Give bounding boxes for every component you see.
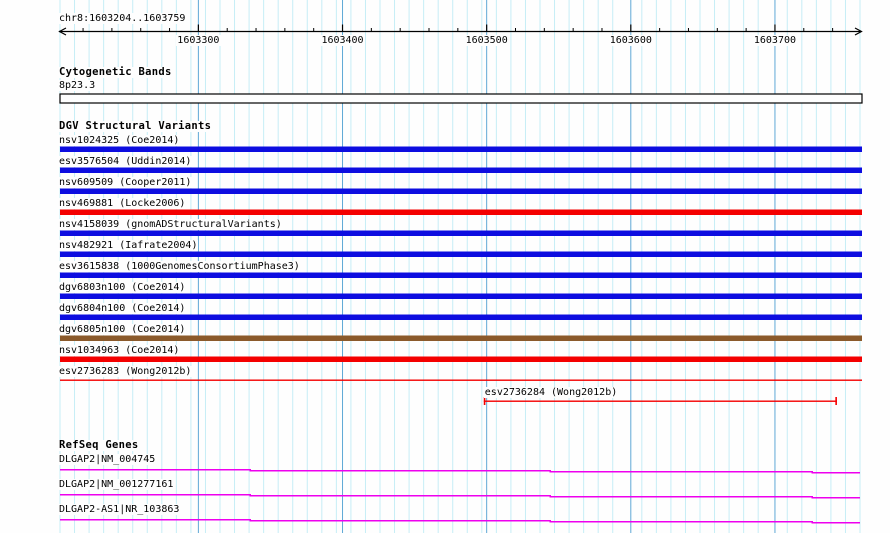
variant-bar[interactable] [60, 231, 862, 237]
variant-label[interactable]: nsv1034963 (Coe2014) [59, 345, 180, 356]
ruler-tick-label: 1603600 [609, 35, 652, 46]
variant-bar[interactable] [60, 294, 862, 300]
variant-span-left-cap [484, 397, 486, 405]
variant-bar[interactable] [60, 315, 862, 321]
gene-intron-line[interactable] [60, 470, 860, 473]
gene-label[interactable]: DLGAP2-AS1|NR_103863 [59, 504, 180, 515]
ruler-tick-label: 1603300 [177, 35, 220, 46]
variant-bar[interactable] [60, 336, 862, 342]
variant-label[interactable]: esv3576504 (Uddin2014) [59, 156, 192, 167]
variant-bar[interactable] [60, 210, 862, 216]
gene-intron-line[interactable] [60, 520, 860, 523]
gene-label[interactable]: DLGAP2|NM_004745 [59, 454, 156, 465]
variant-label[interactable]: nsv469881 (Locke2006) [59, 198, 186, 209]
region-title: chr8:1603204..1603759 [59, 13, 186, 24]
variant-bar[interactable] [60, 252, 862, 258]
variant-label[interactable]: dgv6805n100 (Coe2014) [59, 324, 186, 335]
section-title-cytogenetic-bands: Cytogenetic Bands [59, 66, 172, 78]
section-title-dgv-structural-variants: DGV Structural Variants [59, 120, 212, 132]
variant-span-line[interactable] [484, 401, 837, 402]
ruler-tick-label: 1603400 [321, 35, 364, 46]
gene-intron-line[interactable] [60, 495, 860, 498]
variant-span-right-cap [835, 397, 837, 405]
ruler-tick-label: 1603700 [753, 35, 797, 46]
variant-label[interactable]: esv2736283 (Wong2012b) [59, 366, 192, 377]
variant-label[interactable]: nsv609509 (Cooper2011) [59, 177, 192, 188]
variant-label[interactable]: dgv6804n100 (Coe2014) [59, 303, 186, 314]
cytoband-label[interactable]: 8p23.3 [59, 80, 96, 91]
variant-bar[interactable] [60, 273, 862, 279]
variant-label[interactable]: nsv1024325 (Coe2014) [59, 135, 180, 146]
variant-hairline[interactable] [60, 380, 862, 381]
variant-label[interactable]: dgv6803n100 (Coe2014) [59, 282, 186, 293]
variant-label[interactable]: esv2736284 (Wong2012b) [484, 387, 618, 398]
variant-bar[interactable] [60, 168, 862, 174]
cytoband-box [60, 94, 862, 103]
cytoband-glyph [60, 94, 862, 103]
gene-label[interactable]: DLGAP2|NM_001277161 [59, 479, 174, 490]
section-title-refseq-genes: RefSeq Genes [59, 439, 139, 451]
variant-label[interactable]: nsv482921 (Iafrate2004) [59, 240, 198, 251]
variant-bar[interactable] [60, 189, 862, 195]
ruler-tick-label: 1603500 [465, 35, 508, 46]
variant-label[interactable]: esv3615838 (1000GenomesConsortiumPhase3) [59, 261, 300, 272]
variant-bar[interactable] [60, 357, 862, 363]
variant-label[interactable]: nsv4158039 (gnomADStructuralVariants) [59, 219, 282, 230]
coordinate-ruler [59, 25, 862, 36]
variant-bar[interactable] [60, 147, 862, 153]
